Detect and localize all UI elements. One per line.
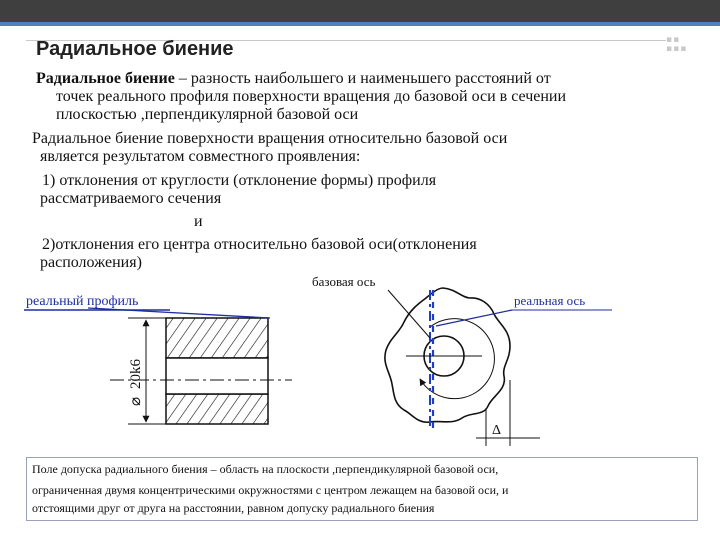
result-line-1: Радиальное биение поверхности вращения относительно базовой оси [32, 130, 508, 147]
definition-line-1-rest: – разность наибольшего и наименьшего расстояний от [174, 70, 551, 87]
base-axis-label: базовая ось [312, 274, 376, 289]
dimension-value: 20k6 [128, 359, 144, 389]
footer-line-1: Поле допуска радиального биения – область на плоскости ,перпендикулярной базовой оси, [32, 462, 499, 476]
item-2-line-2: расположения) [40, 254, 142, 271]
result-line-2: является результатом совместного проявления: [40, 148, 361, 165]
real-profile-label: реальный профиль [26, 294, 139, 309]
slide-title: Радиальное биение [36, 38, 234, 60]
upper-hatched-wall [166, 318, 268, 358]
real-axis-label: реальная ось [514, 293, 586, 308]
radial-runout-drawing [0, 270, 720, 460]
footer-line-3: отстоящими друг от друга на расстоянии, равном допуску радиального биения [32, 501, 435, 515]
tolerance-definition-box [26, 457, 698, 521]
real-profile-leader [88, 308, 270, 318]
rotation-arrow [420, 319, 494, 399]
footer-line-2: ограниченная двумя концентрическими окружностями с центром лежащем на базовой оси, и [32, 483, 509, 497]
conjunction: и [194, 213, 203, 230]
item-1-line-1: 1) отклонения от круглости (отклонение формы) профиля [42, 172, 437, 189]
top-bar-accent [0, 22, 720, 26]
definition-line-3: плоскостью ,перпендикулярной базовой оси [56, 106, 359, 123]
item-1-line-2: рассматриваемого сечения [40, 190, 222, 207]
lower-hatched-wall [166, 394, 268, 424]
decorative-dots: ▪▪ ▪▪▪ [666, 35, 688, 54]
definition-line-1 [36, 70, 551, 87]
profile-section [312, 274, 612, 446]
definition-term: Радиальное биение [36, 70, 175, 87]
real-profile-callout [24, 294, 270, 318]
definition-line-2: точек реального профиля поверхности вращения до базовой оси в сечении [56, 88, 567, 105]
shaft-section [110, 318, 292, 424]
top-bar [0, 0, 720, 22]
item-2-line-1: 2)отклонения его центра относительно базовой оси(отклонения [42, 236, 477, 253]
delta-symbol: Δ [492, 423, 502, 438]
base-axis-leader [388, 290, 430, 338]
bore [166, 358, 268, 394]
diameter-symbol: ⌀ [128, 396, 144, 406]
